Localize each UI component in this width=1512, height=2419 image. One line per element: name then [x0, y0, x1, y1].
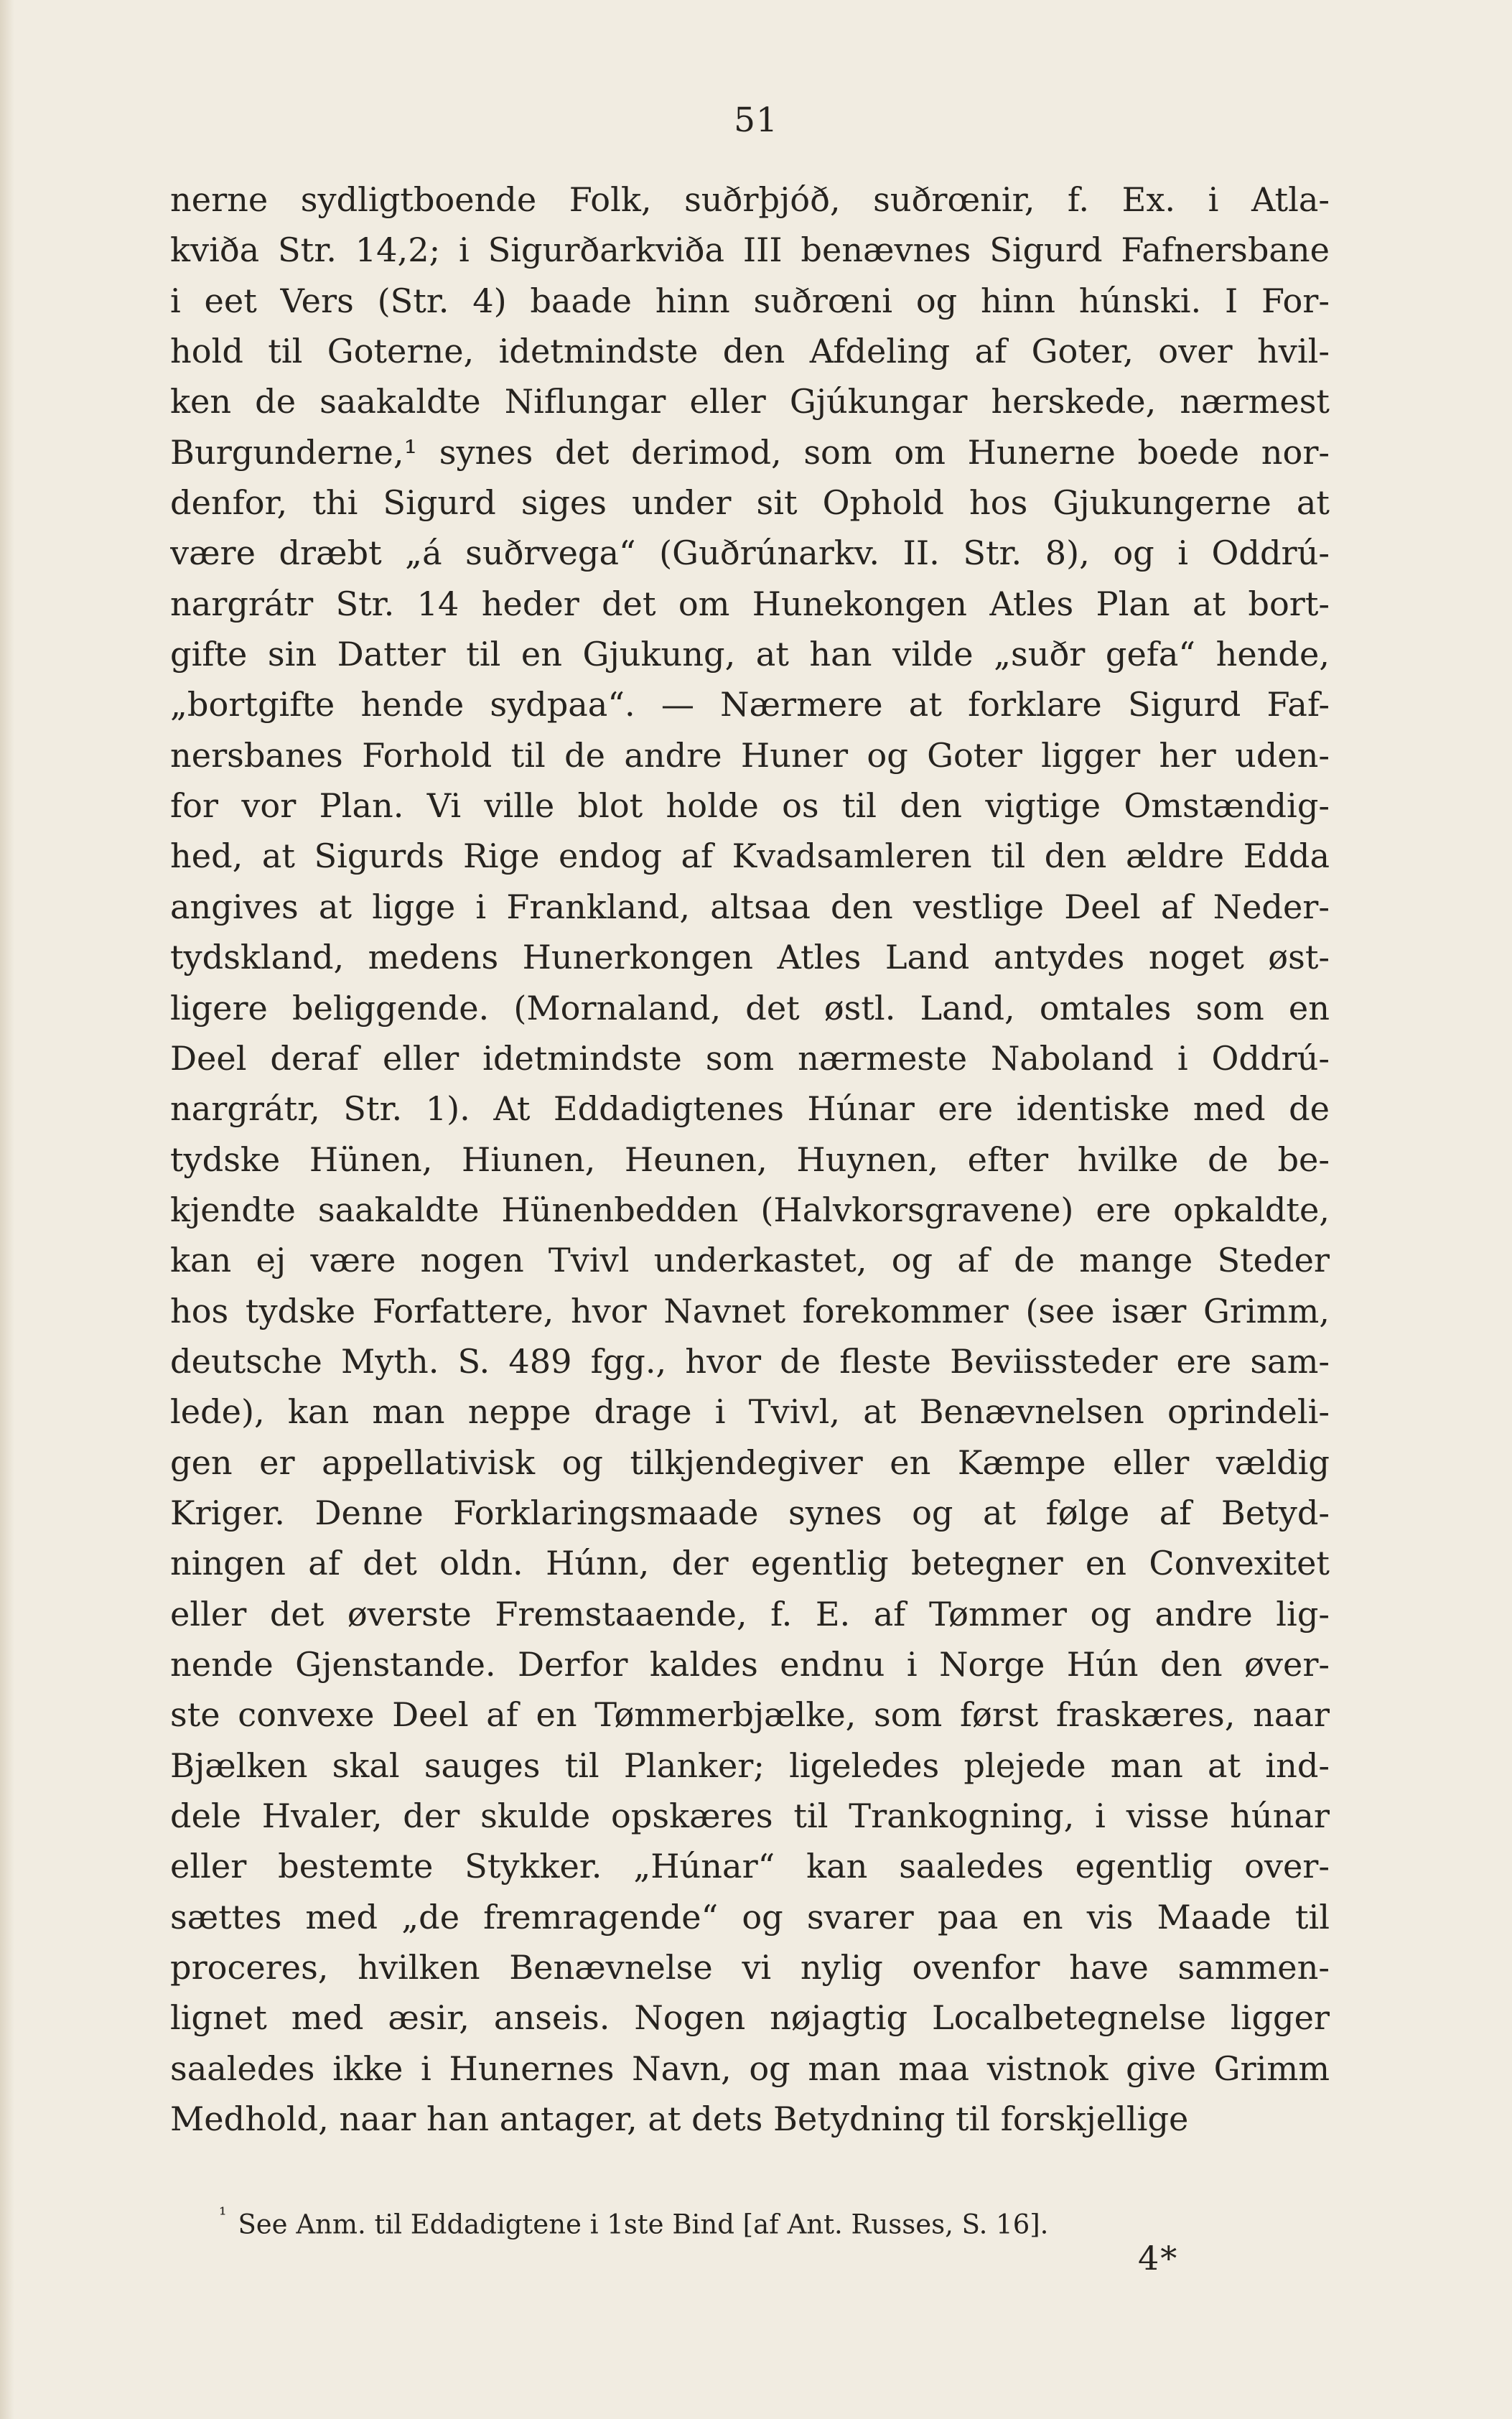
text-line: gen er appellativisk og tilkjendegiver en Kæmpe eller vældig [170, 1442, 1330, 1482]
text-line: nende Gjenstande. Derfor kaldes endnu i Norge Hún den øver- [170, 1644, 1330, 1684]
text-line: „bortgifte hende sydpaa“. — Nærmere at forklare Sigurd Faf- [170, 685, 1330, 724]
text-line: nargrátr, Str. 1). At Eddadigtenes Húnar ere identiske med de [170, 1089, 1330, 1129]
text-line: ningen af det oldn. Húnn, der egentlig betegner en Convexitet [170, 1544, 1330, 1583]
text-line: kjendte saakaldte Hünenbedden (Halvkorsgravene) ere opkaldte, [170, 1190, 1330, 1229]
text-line: tydskland, medens Hunerkongen Atles Land antydes noget øst- [170, 938, 1330, 977]
page-number: 51 [734, 101, 778, 140]
text-line: være dræbt „á suðrvega“ (Guðrúnarkv. II. Str. 8), og i Oddrú- [170, 533, 1330, 573]
text-line: ken de saakaldte Niflungar eller Gjúkungar herskede, nærmest [170, 382, 1330, 421]
text-line: i eet Vers (Str. 4) baade hinn suðrœni og hinn húnski. I For- [170, 281, 1330, 320]
text-line: eller bestemte Stykker. „Húnar“ kan saaledes egentlig over- [170, 1847, 1330, 1886]
text-line: hed, at Sigurds Rige endog af Kvadsamleren til den ældre Edda [170, 836, 1330, 876]
text-line: Bjælken skal sauges til Planker; ligeledes plejede man at ind- [170, 1745, 1330, 1785]
text-line: saaledes ikke i Hunernes Navn, og man maa vistnok give Grimm [170, 2049, 1330, 2088]
text-line: ste convexe Deel af en Tømmerbjælke, som først fraskæres, naar [170, 1695, 1330, 1735]
text-line: lignet med æsir, anseis. Nogen nøjagtig Localbetegnelse ligger [170, 1998, 1330, 2038]
text-line: eller det øverste Fremstaaende, f. E. af Tømmer og andre lig- [170, 1594, 1330, 1633]
text-line: dele Hvaler, der skulde opskæres til Trankogning, i visse húnar [170, 1796, 1330, 1835]
text-line: denfor, thi Sigurd siges under sit Ophold hos Gjukungerne at [170, 483, 1330, 523]
text-line: lede), kan man neppe drage i Tvivl, at Benævnelsen oprindeli- [170, 1392, 1330, 1432]
text-line: nerne sydligtboende Folk, suðrþjóð, suðrœnir, f. Ex. i Atla- [170, 180, 1330, 219]
text-line: hos tydske Forfattere, hvor Navnet forekommer (see især Grimm, [170, 1291, 1330, 1330]
signature-mark: 4* [1138, 2239, 1179, 2278]
text-line: proceres, hvilken Benævnelse vi nylig ovenfor have sammen- [170, 1948, 1330, 1987]
footnote [219, 2199, 1224, 2243]
footnote-text: See Anm. til Eddadigtene i 1ste Bind [af Ant. Russes, S. 16]. [238, 2209, 1049, 2240]
text-line: for vor Plan. Vi ville blot holde os til den vigtige Omstændig- [170, 786, 1330, 826]
text-line: tydske Hünen, Hiunen, Heunen, Huynen, efter hvilke de be- [170, 1139, 1330, 1179]
body-text [170, 174, 1330, 2144]
text-line: angives at ligge i Frankland, altsaa den vestlige Deel af Neder- [170, 887, 1330, 926]
text-line: gifte sin Datter til en Gjukung, at han vilde „suðr gefa“ hende, [170, 635, 1330, 674]
text-line: kan ej være nogen Tvivl underkastet, og af de mange Steder [170, 1241, 1330, 1280]
text-line: nersbanes Forhold til de andre Huner og Goter ligger her uden- [170, 735, 1330, 775]
text-line: kviða Str. 14,2; i Sigurðarkviða III benævnes Sigurd Fafnersbane [170, 230, 1330, 270]
text-line: Kriger. Denne Forklaringsmaade synes og at følge af Betyd- [170, 1493, 1330, 1532]
text-line: nargrátr Str. 14 heder det om Hunekongen Atles Plan at bort- [170, 584, 1330, 623]
text-line: Burgunderne,¹ synes det derimod, som om Hunerne boede nor- [170, 432, 1330, 472]
text-line: hold til Goterne, idetmindste den Afdeling af Goter, over hvil- [170, 332, 1330, 371]
text-line: Medhold, naar han antager, at dets Betydning til forskjellige [170, 2099, 1189, 2139]
text-line: deutsche Myth. S. 489 fgg., hvor de fleste Beviissteder ere sam- [170, 1341, 1330, 1381]
text-line: Deel deraf eller idetmindste som nærmeste Naboland i Oddrú- [170, 1038, 1330, 1078]
footnote-marker: ¹ [219, 2204, 227, 2226]
page-edge-shadow [0, 0, 14, 2419]
text-line: sættes med „de fremragende“ og svarer paa en vis Maade til [170, 1897, 1330, 1936]
text-line: ligere beliggende. (Mornaland, det østl. Land, omtales som en [170, 988, 1330, 1027]
